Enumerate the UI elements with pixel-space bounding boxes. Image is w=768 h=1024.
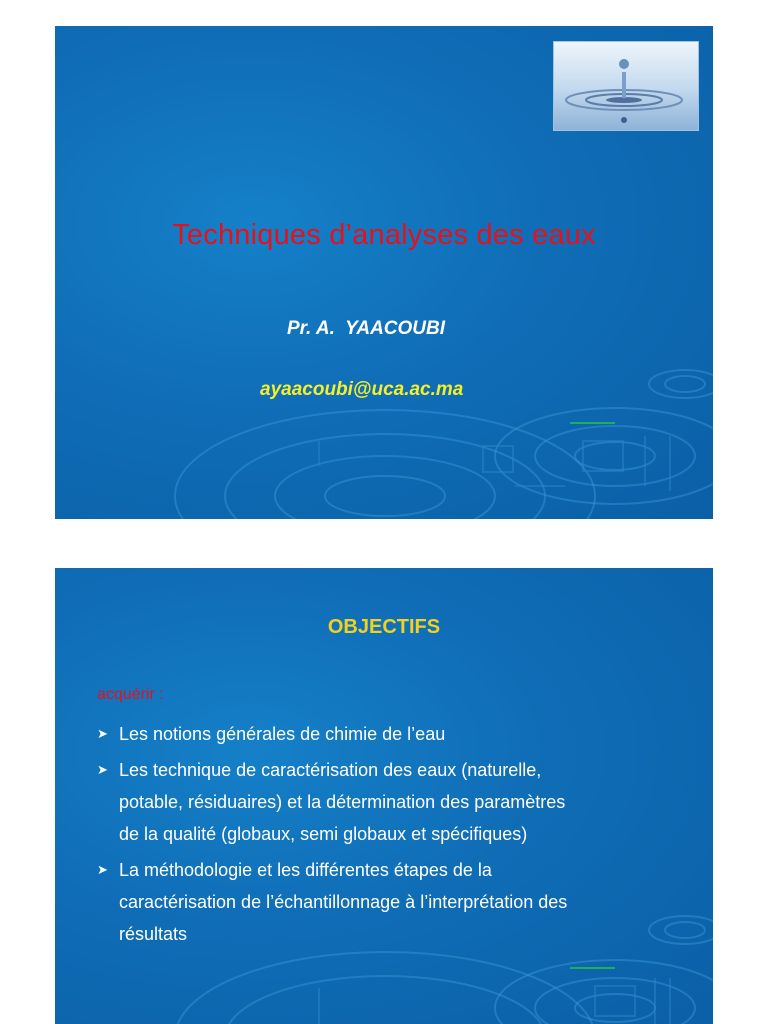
objectives-intro: acquérir : bbox=[97, 686, 164, 703]
chevron-right-icon: ➤ bbox=[97, 862, 108, 877]
list-item bbox=[97, 854, 709, 950]
list-item-line: Les notions générales de chimie de l’eau bbox=[119, 724, 446, 744]
list-item-line: Les technique de caractérisation des eaux (naturelle, bbox=[119, 760, 542, 780]
author-email: ayaacoubi@uca.ac.ma bbox=[260, 379, 464, 400]
list-item-line: de la qualité (globaux, semi globaux et spécifiques) bbox=[119, 824, 528, 844]
author-name: Pr. A. YAACOUBI bbox=[287, 318, 446, 339]
list-item-line: résultats bbox=[119, 924, 188, 944]
title-slide bbox=[55, 26, 713, 519]
list-item-line: potable, résiduaires) et la détermination des paramètres bbox=[119, 792, 566, 812]
chevron-right-icon: ➤ bbox=[97, 762, 108, 777]
list-item bbox=[97, 754, 709, 850]
list-item-line: La méthodologie et les différentes étapes de la bbox=[119, 860, 492, 880]
presentation-title: Techniques d’analyses des eaux bbox=[172, 219, 596, 251]
objectives-heading: OBJECTIFS bbox=[327, 616, 441, 638]
list-item bbox=[97, 718, 709, 750]
water-drop-image bbox=[553, 41, 699, 131]
chevron-right-icon: ➤ bbox=[97, 726, 108, 741]
list-item-line: caractérisation de l’échantillonnage à l’interprétation des bbox=[119, 892, 568, 912]
objectives-slide bbox=[55, 568, 713, 1024]
objectives-list bbox=[97, 718, 709, 954]
